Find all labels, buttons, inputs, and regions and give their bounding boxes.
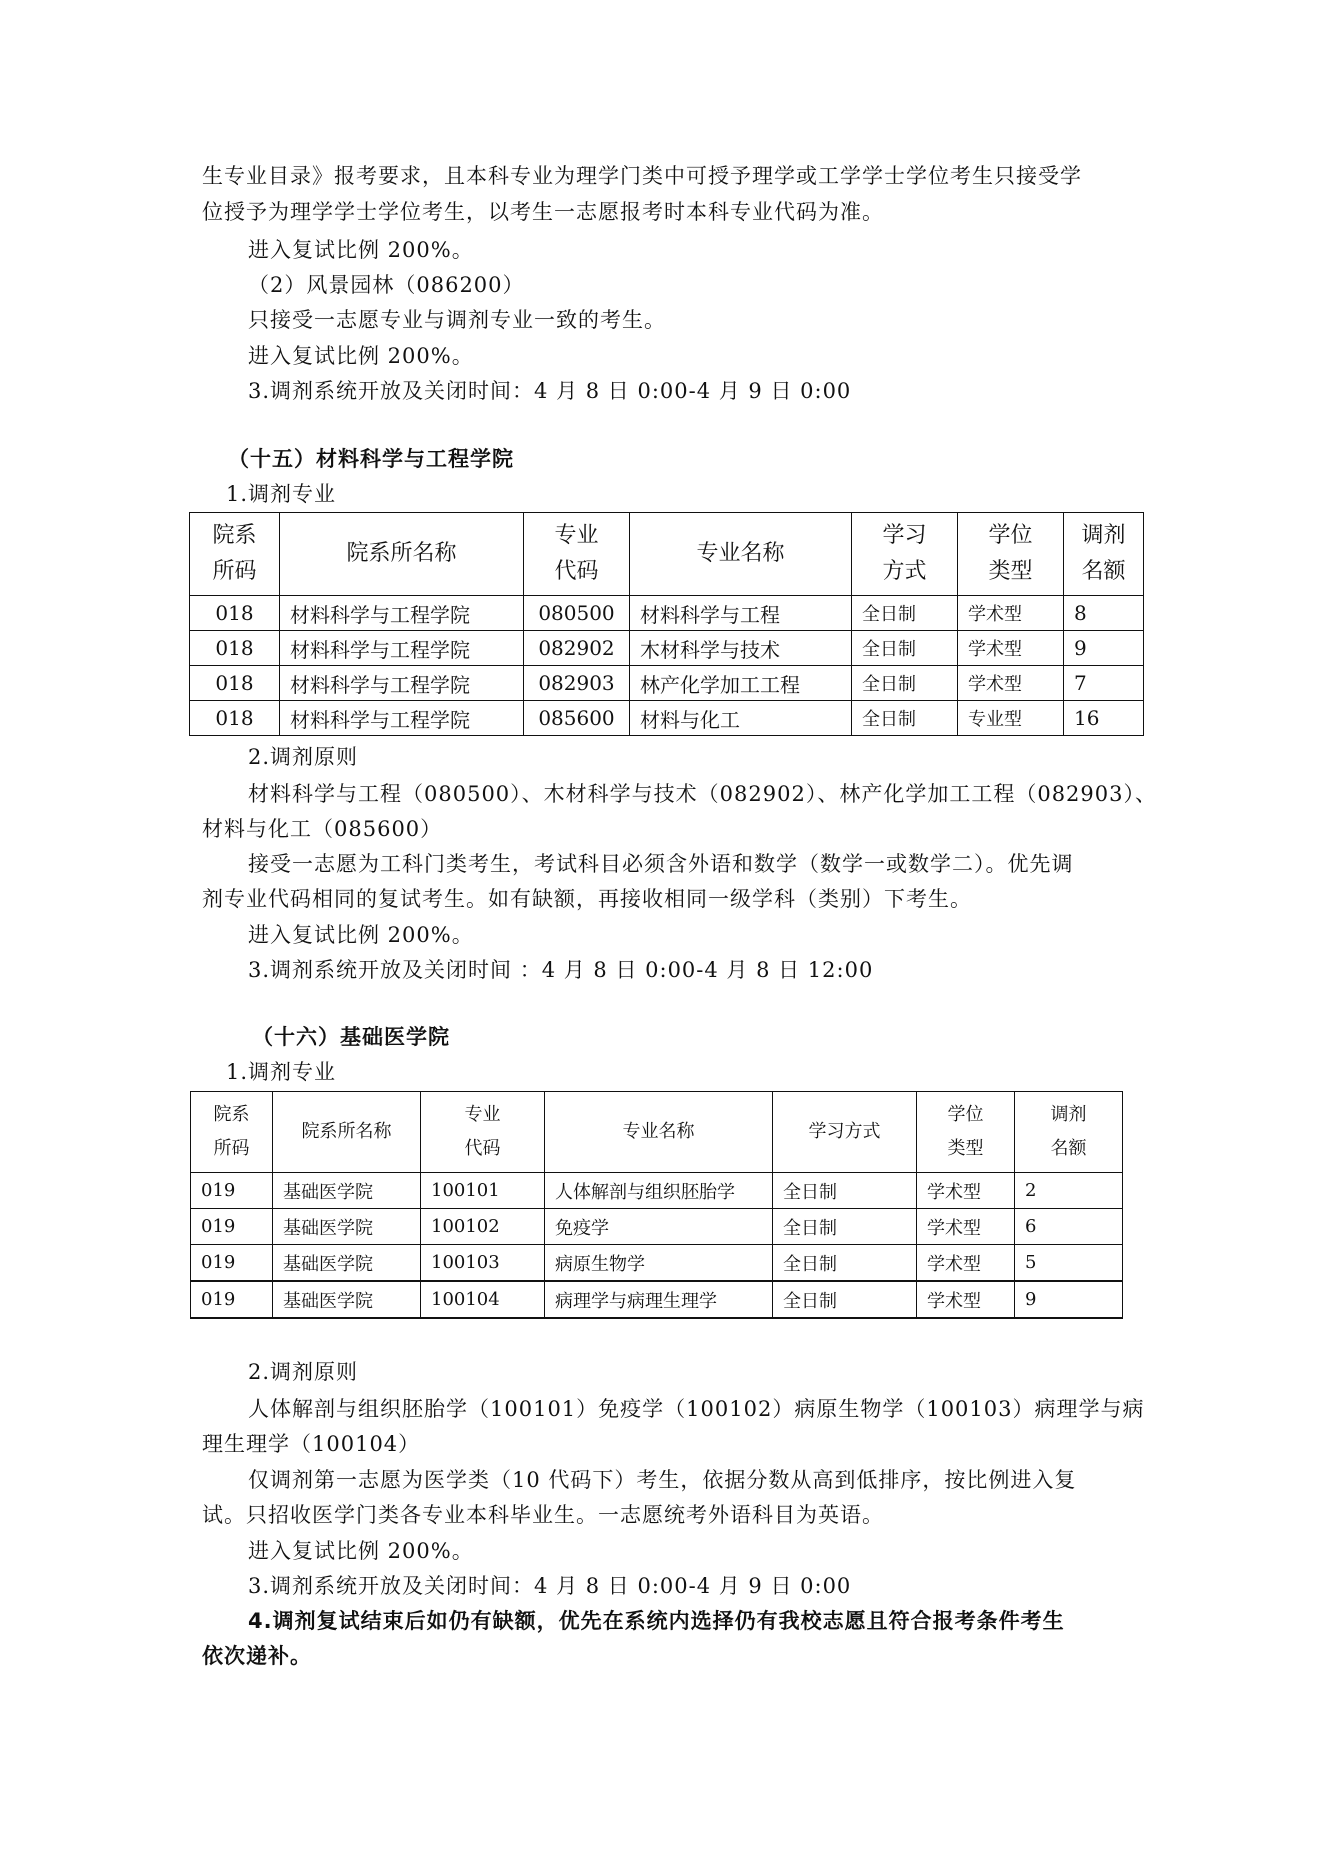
cell-major-code: 082903 (524, 666, 630, 701)
cell-dept-name: 基础医学院 (273, 1281, 421, 1318)
cell-dept-code: 019 (191, 1245, 273, 1282)
cell-dept-code: 019 (191, 1209, 273, 1245)
cell-degree-type: 学术型 (917, 1281, 1015, 1318)
section16-principle-line-1: 人体解剖与组织胚胎学（100101）免疫学（100102）病原生物学（100103）病理学与病 (248, 1397, 1145, 1421)
cell-dept-name: 材料科学与工程学院 (280, 596, 524, 631)
table-row (190, 666, 1144, 701)
section15-subheading-1: 1.调剂专业 (226, 482, 337, 506)
table-row (191, 1281, 1123, 1318)
cell-dept-code: 019 (191, 1281, 273, 1318)
header-dept-name: 院系所名称 (273, 1092, 421, 1173)
section15-principle-line-3: 接受一志愿为工科门类考生，考试科目必须含外语和数学（数学一或数学二）。优先调 (248, 852, 1074, 876)
cell-major-name: 病原生物学 (545, 1245, 773, 1282)
cell-quota: 7 (1064, 666, 1144, 701)
top-line-6: 进入复试比例 200%。 (248, 344, 474, 368)
top-line-3: 进入复试比例 200%。 (248, 238, 474, 262)
header-major-code: 专业 代码 (421, 1092, 545, 1173)
cell-study-mode: 全日制 (773, 1245, 917, 1282)
section15-principle-line-5: 进入复试比例 200%。 (248, 923, 474, 947)
cell-quota: 2 (1015, 1173, 1123, 1209)
section15-principle-line-2: 材料与化工（085600） (202, 817, 443, 841)
header-dept-name: 院系所名称 (280, 513, 524, 596)
cell-major-name: 材料科学与工程 (630, 596, 852, 631)
table-row (191, 1173, 1123, 1209)
header-degree-type: 学位 类型 (917, 1092, 1015, 1173)
cell-study-mode: 全日制 (852, 701, 958, 736)
cell-major-code: 085600 (524, 701, 630, 736)
section16-principle-line-2: 理生理学（100104） (202, 1432, 421, 1456)
cell-dept-code: 018 (190, 701, 280, 736)
cell-quota: 5 (1015, 1245, 1123, 1282)
cell-degree-type: 学术型 (917, 1245, 1015, 1282)
top-line-2: 位授予为理学学士学位考生，以考生一志愿报考时本科专业代码为准。 (202, 200, 884, 224)
section15-principle-line-1: 材料科学与工程（080500）、木材科学与技术（082902）、林产化学加工工程（082903）、 (248, 782, 1157, 806)
cell-major-name: 病理学与病理生理学 (545, 1281, 773, 1318)
cell-study-mode: 全日制 (773, 1281, 917, 1318)
section15-subheading-2: 2.调剂原则 (248, 745, 359, 769)
cell-degree-type: 学术型 (958, 596, 1064, 631)
cell-major-code: 100103 (421, 1245, 545, 1282)
section15-table (189, 512, 1144, 736)
section16-principle-line-3: 仅调剂第一志愿为医学类（10 代码下）考生，依据分数从高到低排序，按比例进入复 (248, 1468, 1077, 1492)
section16-principle-line-6: 3.调剂系统开放及关闭时间：4 月 8 日 0:00-4 月 9 日 0:00 (248, 1574, 852, 1598)
cell-major-code: 082902 (524, 631, 630, 666)
cell-degree-type: 学术型 (917, 1173, 1015, 1209)
header-major-name: 专业名称 (545, 1092, 773, 1173)
cell-major-code: 100104 (421, 1281, 545, 1318)
section16-principle-line-4: 试。只招收医学门类各专业本科毕业生。一志愿统考外语科目为英语。 (202, 1503, 884, 1527)
cell-dept-name: 材料科学与工程学院 (280, 701, 524, 736)
cell-dept-code: 018 (190, 596, 280, 631)
section16-table (190, 1091, 1123, 1319)
table-header-row (190, 513, 1144, 596)
header-quota: 调剂 名额 (1015, 1092, 1123, 1173)
cell-major-name: 人体解剖与组织胚胎学 (545, 1173, 773, 1209)
table-row (191, 1209, 1123, 1245)
header-dept-code: 院系 所码 (191, 1092, 273, 1173)
header-study-mode: 学习方式 (773, 1092, 917, 1173)
top-line-1: 生专业目录》报考要求，且本科专业为理学门类中可授予理学或工学学士学位考生只接受学 (202, 164, 1082, 188)
header-major-name: 专业名称 (630, 513, 852, 596)
cell-dept-name: 基础医学院 (273, 1173, 421, 1209)
cell-study-mode: 全日制 (852, 631, 958, 666)
cell-dept-name: 基础医学院 (273, 1245, 421, 1282)
header-study-mode: 学习 方式 (852, 513, 958, 596)
cell-study-mode: 全日制 (852, 666, 958, 701)
section16-principle-line-5: 进入复试比例 200%。 (248, 1539, 474, 1563)
top-line-7: 3.调剂系统开放及关闭时间：4 月 8 日 0:00-4 月 9 日 0:00 (248, 379, 852, 403)
section16-subheading-1: 1.调剂专业 (226, 1060, 337, 1084)
section15-heading: （十五）材料科学与工程学院 (228, 447, 514, 471)
table-row (190, 701, 1144, 736)
section16-subheading-2: 2.调剂原则 (248, 1360, 359, 1384)
section15-principle-line-4: 剂专业代码相同的复试考生。如有缺额，再接收相同一级学科（类别）下考生。 (202, 887, 972, 911)
cell-quota: 9 (1015, 1281, 1123, 1318)
table-row (190, 631, 1144, 666)
section15-principle-line-6: 3.调剂系统开放及关闭时间 ：4 月 8 日 0:00-4 月 8 日 12:00 (248, 958, 874, 982)
header-degree-type: 学位 类型 (958, 513, 1064, 596)
cell-quota: 8 (1064, 596, 1144, 631)
cell-dept-code: 019 (191, 1173, 273, 1209)
cell-degree-type: 学术型 (917, 1209, 1015, 1245)
top-line-5: 只接受一志愿专业与调剂专业一致的考生。 (248, 308, 666, 332)
cell-dept-code: 018 (190, 631, 280, 666)
top-line-4: （2）风景园林（086200） (248, 273, 525, 297)
cell-degree-type: 学术型 (958, 666, 1064, 701)
cell-dept-name: 基础医学院 (273, 1209, 421, 1245)
table-header-row (191, 1092, 1123, 1173)
header-dept-code: 院系 所码 (190, 513, 280, 596)
cell-quota: 6 (1015, 1209, 1123, 1245)
cell-quota: 9 (1064, 631, 1144, 666)
table-row (190, 596, 1144, 631)
section16-note-line-2: 依次递补。 (202, 1644, 312, 1668)
cell-major-name: 林产化学加工工程 (630, 666, 852, 701)
cell-major-name: 木材科学与技术 (630, 631, 852, 666)
cell-major-code: 100101 (421, 1173, 545, 1209)
cell-major-name: 免疫学 (545, 1209, 773, 1245)
cell-dept-name: 材料科学与工程学院 (280, 631, 524, 666)
cell-study-mode: 全日制 (852, 596, 958, 631)
cell-quota: 16 (1064, 701, 1144, 736)
section16-note-line-1: 4.调剂复试结束后如仍有缺额，优先在系统内选择仍有我校志愿且符合报考条件考生 (248, 1609, 1065, 1633)
cell-major-code: 080500 (524, 596, 630, 631)
cell-major-code: 100102 (421, 1209, 545, 1245)
cell-study-mode: 全日制 (773, 1209, 917, 1245)
header-major-code: 专业 代码 (524, 513, 630, 596)
cell-dept-code: 018 (190, 666, 280, 701)
cell-degree-type: 学术型 (958, 631, 1064, 666)
section16-heading: （十六）基础医学院 (252, 1025, 450, 1049)
cell-major-name: 材料与化工 (630, 701, 852, 736)
header-quota: 调剂 名额 (1064, 513, 1144, 596)
cell-dept-name: 材料科学与工程学院 (280, 666, 524, 701)
cell-study-mode: 全日制 (773, 1173, 917, 1209)
cell-degree-type: 专业型 (958, 701, 1064, 736)
table-row (191, 1245, 1123, 1282)
